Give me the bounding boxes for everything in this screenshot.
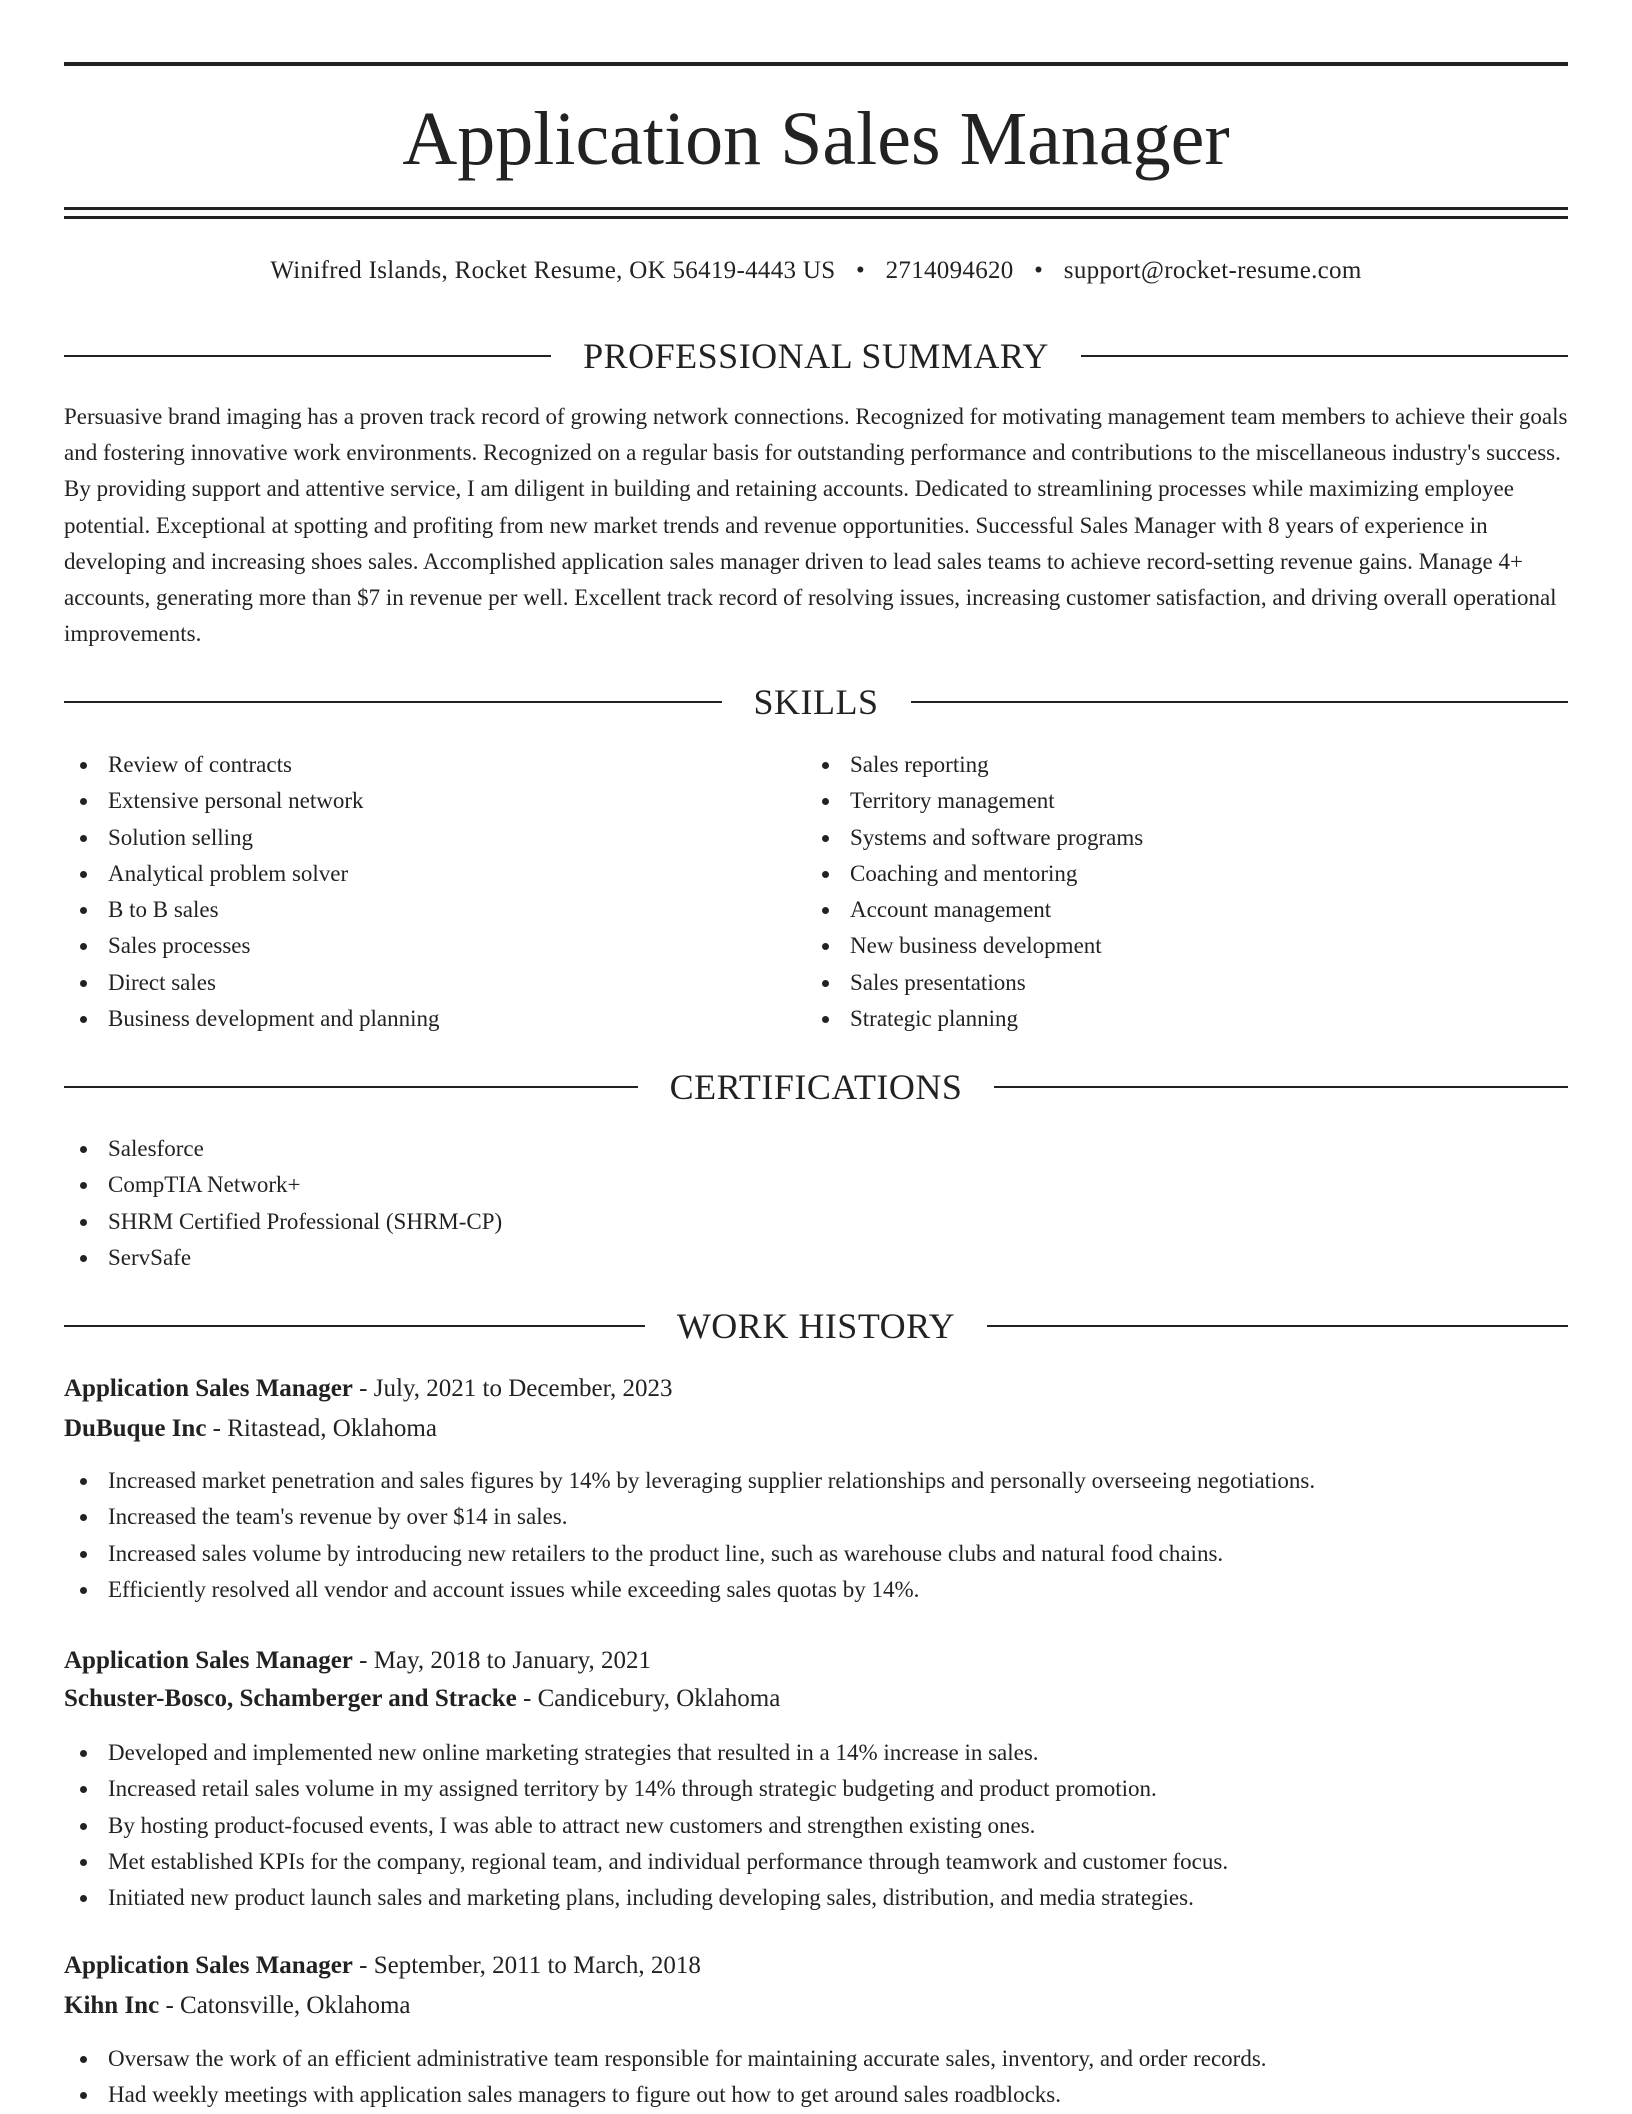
skill-item: Territory management [806,783,1143,819]
skill-item: B to B sales [64,892,440,928]
section-title: CERTIFICATIONS [669,1067,963,1107]
section-title: WORK HISTORY [676,1306,956,1346]
certification-item: SHRM Certified Professional (SHRM-CP) [64,1204,502,1240]
contact-separator: • [855,257,866,284]
certifications-list [64,1131,502,1276]
job-location: Ritastead, Oklahoma [227,1415,437,1442]
skill-item: Strategic planning [806,1001,1143,1037]
certification-item: ServSafe [64,1240,502,1276]
job-bullet: Increased sales volume by introducing new retailers to the product line, such as warehouse clubs and natural food chains. [64,1536,1315,1572]
job-title: Application Sales Manager [64,1647,353,1674]
job-bullet: Increased retail sales volume in my assigned territory by 14% through strategic budgeting and product promotion. [64,1771,1228,1807]
skill-item: Sales processes [64,928,440,964]
heading-rule [64,355,551,357]
job-company: Kihn Inc [64,1992,160,2019]
job-dates: May, 2018 to January, 2021 [373,1647,652,1674]
skill-item: Sales presentations [806,965,1143,1001]
job-location: Candicebury, Oklahoma [537,1685,781,1712]
summary-text: Persuasive brand imaging has a proven track record of growing network connections. Recognized for motivating management team members to achieve their goals and fostering innovative work environments. Recognized on a regular basis for outstanding performance and contributions to the miscellaneous industry's success. By providing support and attentive service, I am diligent in building and retaining accounts. Dedicated to streamlining processes while maximizing employee potential. Exceptional at spotting and profiting from new market trends and revenue opportunities. Successful Sales Manager with 8 years of experience in developing and increasing shoes sales. Accomplished application sales manager driven to lead sales teams to achieve record-setting revenue gains. Manage 4+ accounts, generating more than $7 in revenue per well. Excellent track record of resolving issues, increasing customer satisfaction, and driving overall operational improvements. [64,404,1568,647]
job-bullets [64,1735,1228,1916]
header-bottom-rule-2 [64,216,1568,219]
job-location: Catonsville, Oklahoma [180,1992,411,2019]
skill-item: Systems and software programs [806,820,1143,856]
job-bullets [64,2041,1267,2114]
skill-item: Direct sales [64,965,440,1001]
job-bullets [64,1463,1315,1608]
job-bullet: Met established KPIs for the company, regional team, and individual performance through teamwork and customer focus. [64,1844,1228,1880]
skill-item: Sales reporting [806,747,1143,783]
job-bullet: Developed and implemented new online marketing strategies that resulted in a 14% increase in sales. [64,1735,1228,1771]
job-title-line: Application Sales Manager - July, 2021 to December, 2023 [64,1375,673,1402]
job-company-line: Kihn Inc - Catonsville, Oklahoma [64,1992,411,2019]
skill-item: Extensive personal network [64,783,440,819]
heading-rule [64,701,722,703]
section-title: SKILLS [753,682,879,722]
skill-item: Account management [806,892,1143,928]
job-dates: September, 2011 to March, 2018 [373,1952,701,1979]
skill-item: Review of contracts [64,747,440,783]
section-heading-certifications [64,1063,1568,1111]
contact-phone: 2714094620 [885,257,1014,284]
skill-item: New business development [806,928,1143,964]
job-bullet: Had weekly meetings with application sales managers to figure out how to get around sales roadblocks. [64,2077,1267,2113]
job-title: Application Sales Manager [64,1952,353,1979]
skill-item: Coaching and mentoring [806,856,1143,892]
section-heading-skills [64,678,1568,726]
job-bullet: Increased the team's revenue by over $14 in sales. [64,1499,1315,1535]
skills-list-right [806,747,1143,1037]
heading-rule [987,1325,1568,1327]
job-bullet: Initiated new product launch sales and marketing plans, including developing sales, distribution, and media strategies. [64,1880,1228,1916]
skill-item: Solution selling [64,820,440,856]
heading-rule [994,1086,1568,1088]
skill-item: Business development and planning [64,1001,440,1037]
heading-rule [911,701,1569,703]
job-title: Application Sales Manager [64,1375,353,1402]
certification-item: Salesforce [64,1131,502,1167]
skills-list-left [64,747,440,1037]
job-dates: July, 2021 to December, 2023 [373,1375,673,1402]
header-top-rule [64,62,1568,66]
job-bullet: Increased market penetration and sales figures by 14% by leveraging supplier relationships and personally overseeing negotiations. [64,1463,1315,1499]
contact-line [64,252,1568,290]
job-bullet: By hosting product-focused events, I was able to attract new customers and strengthen existing ones. [64,1808,1228,1844]
heading-rule [64,1086,638,1088]
section-title: PROFESSIONAL SUMMARY [583,336,1049,376]
resume-title: Application Sales Manager [402,97,1230,181]
heading-rule [64,1325,645,1327]
section-heading-summary [64,332,1568,380]
job-company-line: Schuster-Bosco, Schamberger and Stracke - Candicebury, Oklahoma [64,1685,781,1712]
contact-separator: • [1034,257,1044,284]
heading-rule [1081,355,1568,357]
job-company: Schuster-Bosco, Schamberger and Stracke [64,1685,517,1712]
job-company: DuBuque Inc [64,1415,207,1442]
skill-item: Analytical problem solver [64,856,440,892]
section-heading-work-history [64,1302,1568,1350]
header-bottom-rule [64,207,1568,210]
job-company-line: DuBuque Inc - Ritastead, Oklahoma [64,1415,437,1442]
job-bullet: Oversaw the work of an efficient administrative team responsible for maintaining accurate sales, inventory, and order records. [64,2041,1267,2077]
certification-item: CompTIA Network+ [64,1167,502,1203]
job-title-line: Application Sales Manager - September, 2011 to March, 2018 [64,1952,701,1979]
contact-email: support@rocket-resume.com [1063,257,1362,284]
job-bullet: Efficiently resolved all vendor and account issues while exceeding sales quotas by 14%. [64,1572,1315,1608]
job-title-line: Application Sales Manager - May, 2018 to January, 2021 [64,1647,652,1674]
contact-address: Winifred Islands, Rocket Resume, OK 56419-4443 US [270,257,836,284]
